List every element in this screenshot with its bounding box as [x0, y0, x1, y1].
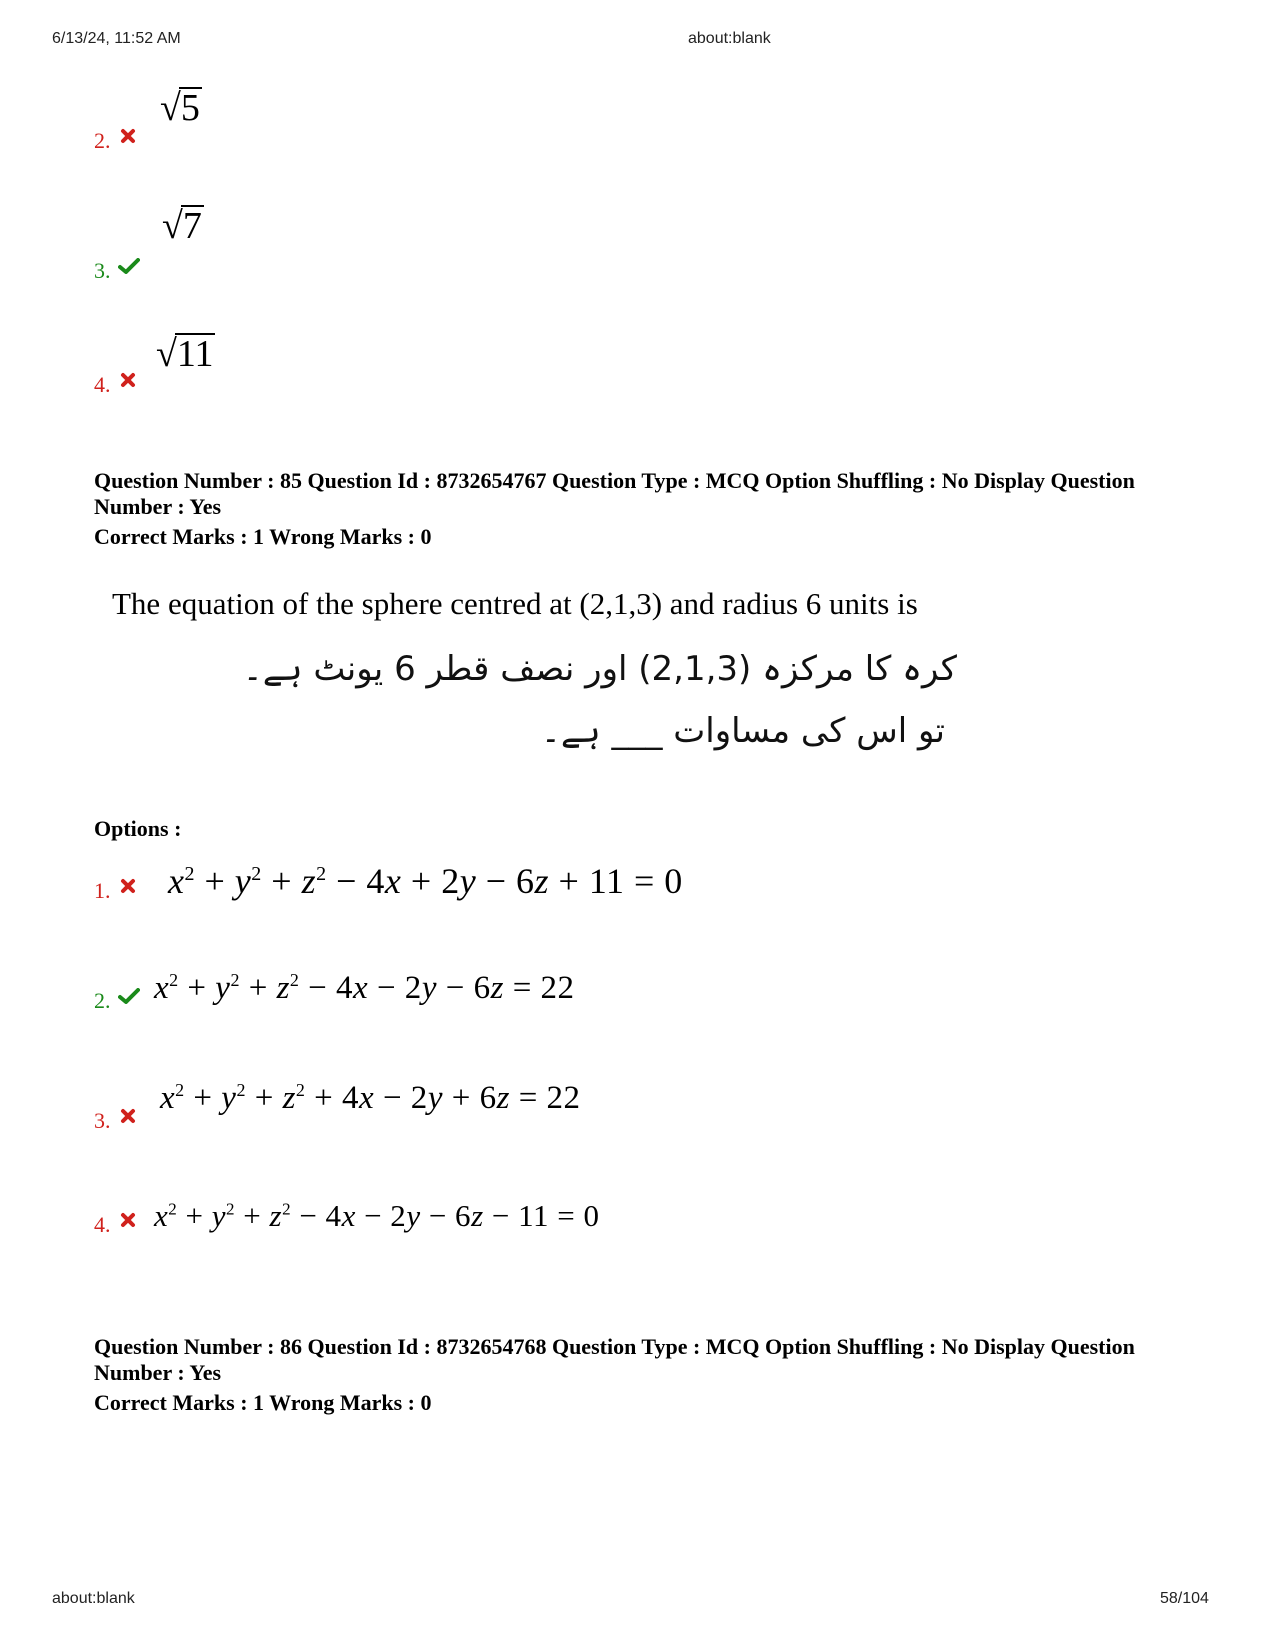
- urdu-question-line-2: تو اس کی مساوات ___ ہے۔: [540, 711, 945, 751]
- cross-icon: [120, 1212, 136, 1228]
- radicand: 5: [180, 87, 200, 129]
- options-label: Options :: [94, 816, 182, 841]
- sqrt-expression: √7: [162, 205, 202, 247]
- option-number: 2.: [94, 128, 111, 153]
- option-equation: $x^2 + y^2 + z^2 + 4x - 2y + 6z = 22$: [160, 1080, 581, 1116]
- option-number: 2.: [94, 988, 111, 1013]
- urdu-question-line-1: کرہ کا مرکزہ (2,1,3) اور نصف قطر 6 یونٹ ہے۔: [242, 649, 957, 689]
- print-url: about:blank: [688, 30, 771, 47]
- footer-url: about:blank: [52, 1590, 135, 1607]
- option-number: 3.: [94, 1108, 111, 1133]
- radicand: 11: [176, 333, 214, 375]
- option-equation: $x^2 + y^2 + z^2 - 4x - 2y - 6z = 22$: [154, 970, 575, 1006]
- option-number: 4.: [94, 1212, 111, 1237]
- question-marks: Correct Marks : 1 Wrong Marks : 0: [94, 524, 432, 549]
- check-icon: [118, 988, 140, 1004]
- question-marks: Correct Marks : 1 Wrong Marks : 0: [94, 1390, 432, 1415]
- cross-icon: [120, 1108, 136, 1124]
- sqrt-expression: √11: [156, 333, 214, 375]
- cross-icon: [120, 128, 136, 144]
- cross-icon: [120, 372, 136, 388]
- check-icon: [118, 258, 140, 274]
- option-number: 1.: [94, 878, 111, 903]
- question-meta: Question Number : 86 Question Id : 8732654768 Question Type : MCQ Option Shuffling : No Display Question Number : Yes: [94, 1334, 1135, 1385]
- page-number: 58/104: [1160, 1590, 1209, 1607]
- question-meta: Question Number : 85 Question Id : 8732654767 Question Type : MCQ Option Shuffling : No Display Question Number : Yes: [94, 468, 1135, 519]
- option-number: 4.: [94, 372, 111, 397]
- option-number: 3.: [94, 258, 111, 283]
- option-equation: $x^2 + y^2 + z^2 - 4x + 2y - 6z + 11 = 0$: [168, 861, 683, 901]
- question-text: The equation of the sphere centred at (2,1,3) and radius 6 units is: [112, 586, 918, 621]
- print-datetime: 6/13/24, 11:52 AM: [52, 30, 181, 47]
- sqrt-expression: √5: [160, 87, 200, 129]
- radicand: 7: [182, 205, 202, 247]
- option-equation: $x^2 + y^2 + z^2 - 4x - 2y - 6z - 11 = 0$: [154, 1198, 600, 1233]
- cross-icon: [120, 878, 136, 894]
